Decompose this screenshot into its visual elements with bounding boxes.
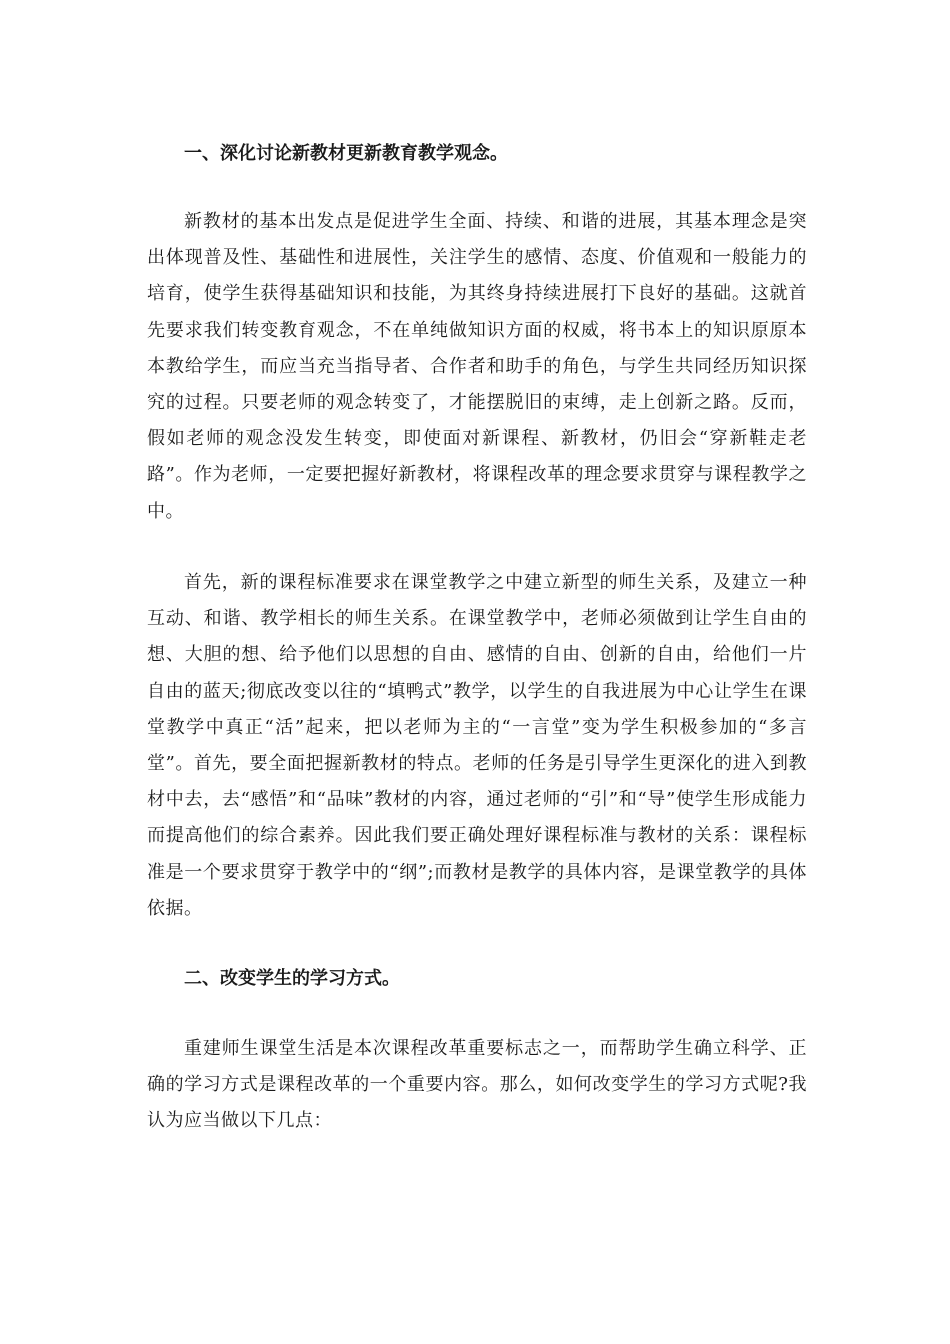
section-heading-1: 一、深化讨论新教材更新教育教学观念。 xyxy=(184,143,508,164)
section-heading-2: 二、改变学生的学习方式。 xyxy=(184,968,400,989)
paragraph-3: 重建师生课堂生活是本次课程改革重要标志之一，而帮助学生确立科学、正确的学习方式是课程改革的一个重要内容。那么，如何改变学生的学习方式呢?我认为应当做以下几点： xyxy=(147,1038,807,1132)
paragraph-1: 新教材的基本出发点是促进学生全面、持续、和谐的进展，其基本理念是突出体现普及性、基础性和进展性，关注学生的感情、态度、价值观和一般能力的培育，使学生获得基础知识和技能，为其终身持续进展打下良好的基础。这就首先要求我们转变教育观念，不在单纯做知识方面的权威，将书本上的知识原原本本教给学生，而应当充当指导者、合作者和助手的角色，与学生共同经历知识探究的过程。只要老师的观念转变了，才能摆脱旧的束缚，走上创新之路。反而，假如老师的观念没发生转变，即使面对新课程、新教材，仍旧会“穿新鞋走老路”。作为老师，一定要把握好新教材，将课程改革的理念要求贯穿与课程教学之中。 xyxy=(147,211,807,522)
paragraph-2: 首先，新的课程标准要求在课堂教学之中建立新型的师生关系，及建立一种互动、和谐、教学相长的师生关系。在课堂教学中，老师必须做到让学生自由的想、大胆的想、给予他们以思想的自由、感情的自由、创新的自由，给他们一片自由的蓝天;彻底改变以往的“填鸭式”教学，以学生的自我进展为中心让学生在课堂教学中真正“活”起来，把以老师为主的“一言堂”变为学生积极参加的“多言堂”。首先，要全面把握新教材的特点。老师的任务是引导学生更深化的进入到教材中去，去“感悟”和“品味”教材的内容，通过老师的“引”和“导”使学生形成能力而提高他们的综合素养。因此我们要正确处理好课程标准与教材的关系：课程标准是一个要求贯穿于教学中的“纲”;而教材是教学的具体内容，是课堂教学的具体依据。 xyxy=(147,572,807,919)
